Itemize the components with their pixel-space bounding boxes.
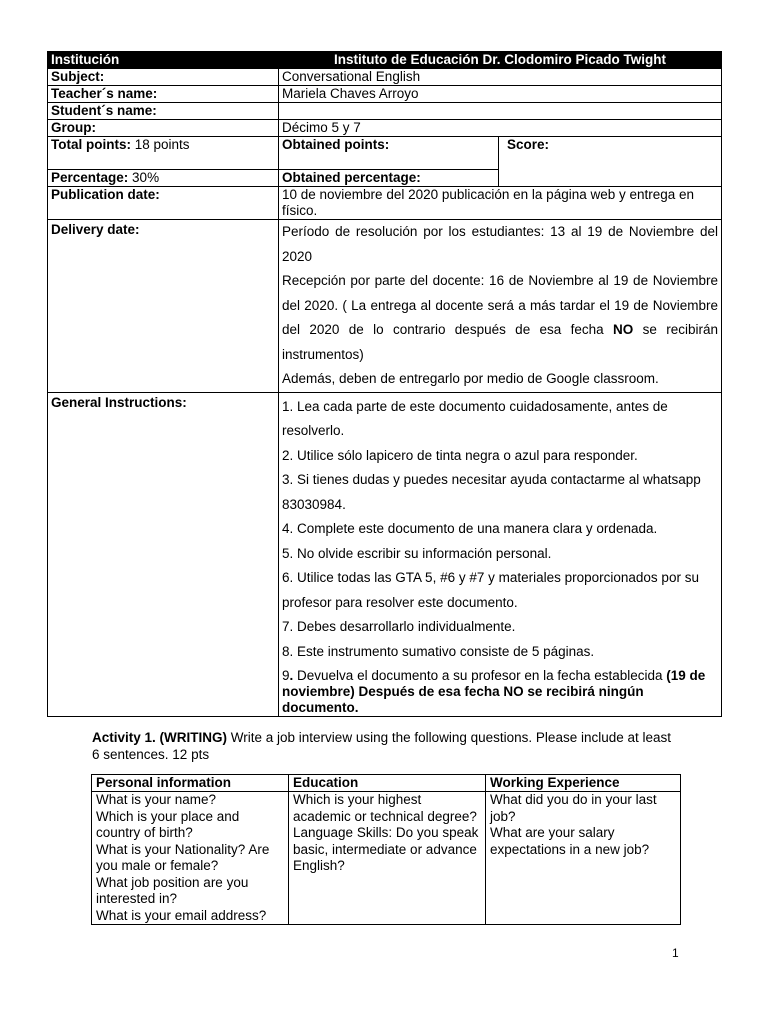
total-points-cell (48, 137, 279, 170)
student-label: Student´s name: (48, 103, 279, 120)
group-label: Group: (48, 120, 279, 137)
instruction-9-bold: (19 de noviembre) Después de esa fecha NO se recibirá ningún documento. (282, 668, 706, 715)
student-row (48, 103, 722, 120)
working-questions (486, 792, 681, 925)
delivery-no-bold: NO (613, 322, 634, 337)
delivery-line-2-text: Recepción por parte del docente: 16 de Noviembre al 19 de Noviembre del 2020. ( La entrega al docente será a más tardar el 19 de Noviembre del 2020 de lo contrario después de esa fecha (282, 273, 718, 337)
institution-row (48, 52, 722, 69)
instruction-3: 3. Si tienes dudas y puedes necesitar ayuda contactarme al whatsapp 83030984. (282, 472, 701, 512)
subject-label: Subject: (48, 69, 279, 86)
instruction-9-num: 9 (282, 668, 290, 683)
instruction-2: 2. Utilice sólo lapicero de tinta negra o azul para responder. (282, 447, 638, 463)
teacher-label: Teacher´s name: (48, 86, 279, 103)
education-q2: Language Skills: Do you speak basic, intermediate or advance English? (293, 825, 479, 873)
activity-1 (92, 729, 682, 763)
education-q1: Which is your highest academic or technical degree? (293, 792, 477, 824)
obtained-percentage-label: Obtained percentage: (279, 170, 499, 187)
header-personal: Personal information (92, 775, 289, 792)
teacher-value: Mariela Chaves Arroyo (279, 86, 722, 103)
student-value (279, 103, 722, 120)
info-table (47, 51, 722, 717)
total-points-label: Total points: (51, 137, 131, 152)
questions-header-row (92, 775, 681, 792)
instructions-row (48, 392, 722, 717)
instruction-9-dot: . (289, 668, 294, 683)
instructions-value (279, 392, 722, 717)
group-value: Décimo 5 y 7 (279, 120, 722, 137)
personal-questions (92, 792, 289, 925)
institution-value: Instituto de Educación Dr. Clodomiro Picado Twight (279, 52, 722, 69)
percentage-cell (48, 170, 279, 187)
instruction-4: 4. Complete este documento de una manera clara y ordenada. (282, 521, 658, 536)
personal-q4: What job position are you interested in? (96, 874, 249, 906)
subject-row (48, 69, 722, 86)
education-questions (289, 792, 486, 925)
questions-table (91, 774, 681, 925)
instruction-5: 5. No olvide escribir su información personal. (282, 545, 552, 561)
delivery-label: Delivery date: (48, 220, 279, 393)
personal-q2: Which is your place and country of birth? (96, 808, 240, 840)
publication-row (48, 187, 722, 220)
header-education: Education (289, 775, 486, 792)
publication-label: Publication date: (48, 187, 279, 220)
score-label: Score: (499, 137, 722, 187)
personal-q3: What is your Nationality? Are you male or female? (96, 841, 270, 873)
percentage-value: 30% (128, 170, 160, 185)
activity-title: Activity 1. (WRITING) (92, 730, 228, 745)
instructions-label: General Instructions: (48, 392, 279, 717)
delivery-row (48, 220, 722, 393)
delivery-line-2 (282, 269, 718, 367)
group-row (48, 120, 722, 137)
instruction-1: 1. Lea cada parte de este documento cuidadosamente, antes de resolverlo. (282, 398, 668, 438)
instruction-8: 8. Este instrumento sumativo consiste de 5 páginas. (282, 643, 595, 659)
working-q1: What did you do in your last job? (490, 792, 657, 824)
delivery-line-2-tail: se recibirán instrumentos) (282, 322, 718, 362)
instruction-7: 7. Debes desarrollarlo individualmente. (282, 619, 516, 634)
obtained-points-label: Obtained points: (279, 137, 499, 170)
instruction-6: 6. Utilice todas las GTA 5, #6 y #7 y materiales proporcionados por su profesor para resolver este documento. (282, 570, 699, 610)
instruction-9-text: Devuelva el documento a su profesor en la fecha establecida (293, 668, 667, 683)
institution-label: Institución (48, 52, 279, 69)
personal-q5: What is your email address? (96, 907, 267, 923)
instruction-9 (282, 664, 718, 716)
total-points-value: 18 points (131, 137, 190, 152)
working-q2: What are your salary expectations in a new job? (490, 825, 650, 857)
header-working: Working Experience (486, 775, 681, 792)
questions-row (92, 792, 681, 925)
delivery-value (279, 220, 722, 393)
activity-text: Write a job interview using the following questions. Please include at least 6 sentences. 12 pts (92, 730, 672, 762)
page-number: 1 (672, 946, 679, 960)
percentage-label: Percentage: (51, 170, 129, 185)
publication-value: 10 de noviembre del 2020 publicación en la página web y entrega en físico. (279, 187, 722, 220)
personal-q1: What is your name? (96, 792, 217, 807)
teacher-row (48, 86, 722, 103)
delivery-line-3: Además, deben de entregarlo por medio de Google classroom. (282, 371, 659, 386)
delivery-line-1: Período de resolución por los estudiantes: 13 al 19 de Noviembre del 2020 (282, 224, 718, 264)
points-row (48, 137, 722, 170)
subject-value: Conversational English (279, 69, 722, 86)
